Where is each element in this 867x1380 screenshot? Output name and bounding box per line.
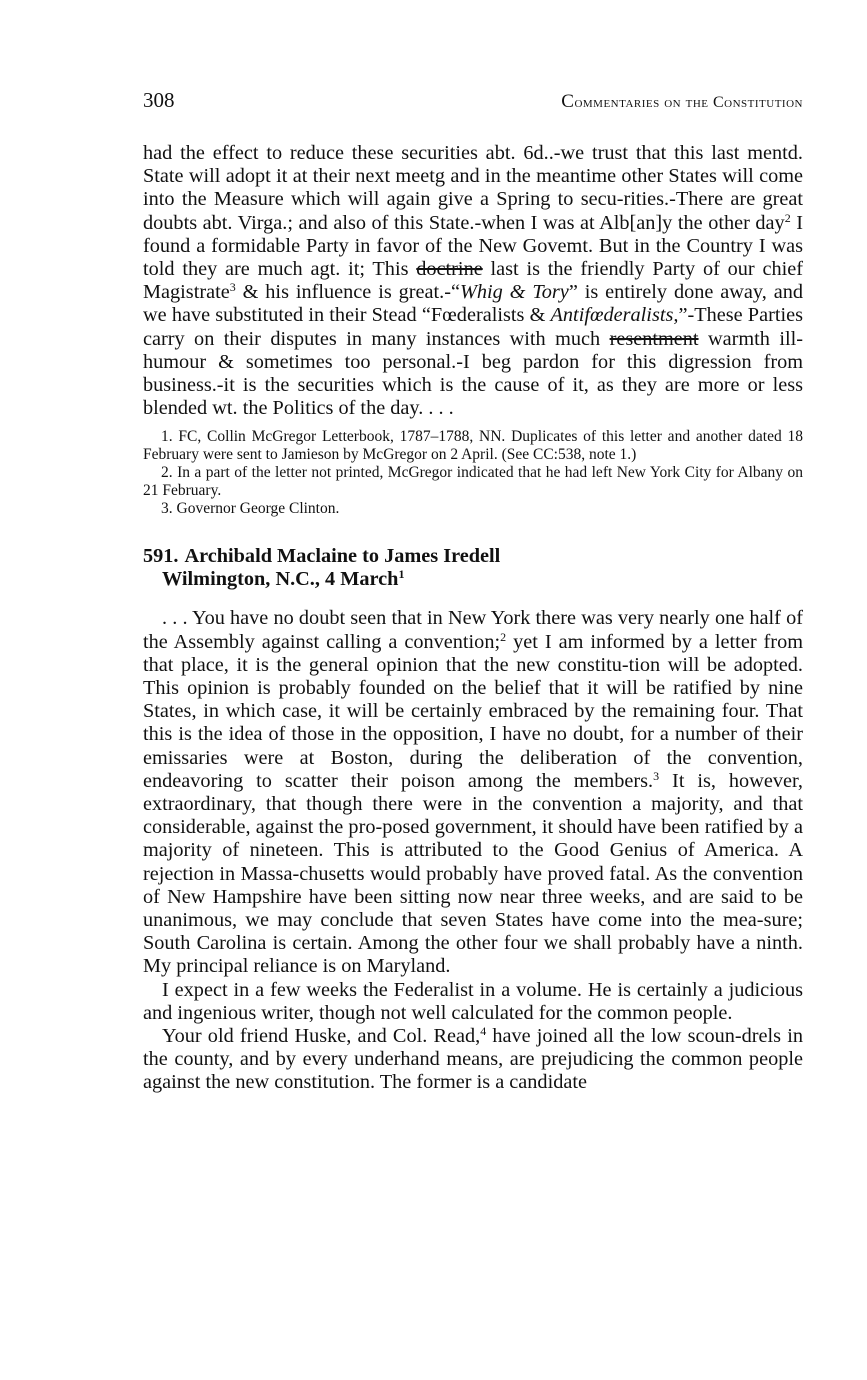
document-heading xyxy=(143,545,803,591)
footnote-ref: 1 xyxy=(398,567,405,582)
page-number: 308 xyxy=(143,88,175,112)
place-date-text: Wilmington, N.C., 4 March xyxy=(162,568,399,591)
letter-paragraph-2: I expect in a few weeks the Federalist in a volume. He is certainly a judicious and ingenious writer, though not well calculated for the common people. xyxy=(143,978,803,1024)
running-title: Commentaries on the Constitution xyxy=(561,91,803,112)
text-run: ” is entirely done away, and we have substituted in their Stead “Fœderalists & xyxy=(143,281,803,327)
text-run: & his influence is great.-“ xyxy=(235,281,460,304)
footnote-ref: 2 xyxy=(500,629,507,644)
struck-word: doctrine xyxy=(416,258,483,281)
text-run: have joined all the low scoun-drels in the county, and by every underhand means, are prejudicing the common people against the new constitution. The former is a candidate xyxy=(143,1025,803,1094)
letter-paragraph-1 xyxy=(143,607,803,978)
italic-phrase: Antifœderalists, xyxy=(550,304,679,327)
text-run: warmth ill-humour & sometimes too personal.-I beg pardon for this digression from business.-it is the securities which is the cause of it, as they are more or less blended wt. the Politics of the day. . . . xyxy=(143,327,803,420)
footnote-1: 1. FC, Collin McGregor Letterbook, 1787–1788, NN. Duplicates of this letter and another dated 18 February were sent to Jamieson by McGregor on 2 April. (See CC:538, note 1.) xyxy=(143,428,803,464)
footnotes xyxy=(143,428,803,517)
text-run: Your old friend Huske, and Col. Read, xyxy=(162,1025,481,1048)
footnote-ref: 3 xyxy=(653,768,660,783)
footnote-2: 2. In a part of the letter not printed, McGregor indicated that he had left New York City for Albany on 21 February. xyxy=(143,464,803,499)
text-run: I found a formidable Party in favor of the New Govemt. But in the Country I was told they are much agt. it; This xyxy=(143,211,803,281)
text-run: ”-These Parties carry on their disputes in many instances with much xyxy=(143,304,803,350)
letter-continuation-paragraph xyxy=(143,142,803,420)
footnote-ref: 3 xyxy=(229,280,236,295)
footnote-3: 3. Governor George Clinton. xyxy=(161,499,340,517)
document-title xyxy=(143,545,803,568)
document-place-date xyxy=(143,568,803,591)
main-text xyxy=(143,142,803,1095)
text-run: had the effect to reduce these securities abt. 6d..-we trust that this last mentd. State will adopt it at their next meetg and in the meantime other States will come into the Measure which will again give a Spring to secu-rities.-There are great doubts abt. Virga.; and also of this State.-when I was at Alb[an]y the other day xyxy=(143,142,803,234)
footnote-ref: 4 xyxy=(480,1024,487,1039)
italic-phrase: Whig & Tory xyxy=(459,281,569,304)
text-run: . . . You have no doubt seen that in New York there was very nearly one half of the Assembly against calling a convention; xyxy=(143,607,803,653)
text-run: It is, however, extraordinary, that though there were in the convention a majority, and that considerable, against the pro-posed government, it should have been ratified by a majority of nineteen. This is attributed to the Good Genius of America. A rejection in Massa-chusetts would probably have proved fatal. As the convention of New Hampshire have been sitting now near three weeks, and are said to be unanimous, we may conclude that seven States have come into the mea-sure; South Carolina is certain. Among the other four we shall probably have a ninth. My principal reliance is on Maryland. xyxy=(143,769,803,978)
running-header xyxy=(143,88,803,113)
text-run: last is the friendly Party of our chief Magistrate xyxy=(143,258,803,304)
letter-paragraph-3 xyxy=(143,1025,803,1095)
document-number: 591. xyxy=(143,545,179,568)
footnote-ref: 2 xyxy=(784,210,791,225)
document-title-text: Archibald Maclaine to James Iredell xyxy=(184,545,501,568)
text-run: yet I am informed by a letter from that place, it is the general opinion that the new constitu-tion will be adopted. This opinion is probably founded on the belief that it will be ratified by nine States, in which case, it will be certainly embraced by the remaining four. That this is the idea of those in the opposition, I have no doubt, for a number of their emissaries were at Boston, during the deliberation of the convention, endeavoring to scatter their poison among the members. xyxy=(143,630,803,792)
struck-word: resentment xyxy=(609,327,699,350)
